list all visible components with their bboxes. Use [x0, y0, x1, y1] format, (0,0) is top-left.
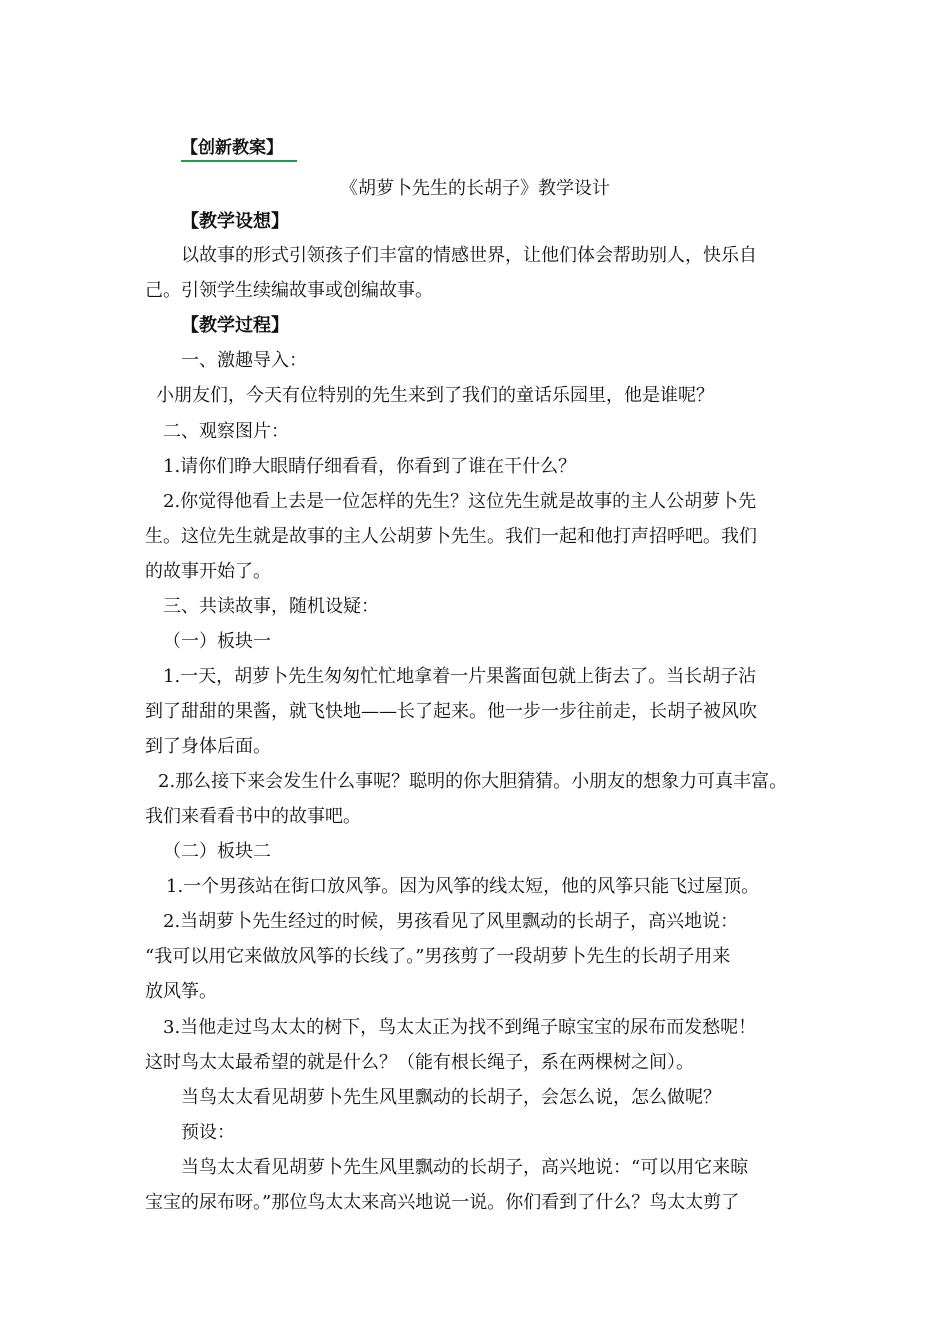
paragraph-line: 以故事的形式引领孩子们丰富的情感世界，让他们体会帮助别人，快乐自	[181, 245, 757, 266]
paragraph-line: 当鸟太太看见胡萝卜先生风里飘动的长胡子，会怎么说，怎么做呢？	[181, 1087, 721, 1108]
paragraph-line: “我可以用它来做放风筝的长线了。”男孩剪了一段胡萝卜先生的长胡子用来	[145, 946, 731, 967]
section-heading: 【教学设想】	[181, 211, 289, 232]
paragraph-line: 一、激趣导入：	[181, 350, 307, 371]
paragraph-line: 3.当他走过鸟太太的树下，鸟太太正为找不到绳子晾宝宝的尿布而发愁呢！	[163, 1017, 757, 1038]
paragraph-line: 到了甜甜的果酱，就飞快地——长了起来。他一步一步往前走，长胡子被风吹	[145, 701, 757, 722]
paragraph-line: 二、观察图片：	[163, 421, 289, 442]
paragraph-line: 当鸟太太看见胡萝卜先生风里飘动的长胡子，高兴地说：“可以用它来晾	[181, 1157, 749, 1178]
paragraph-line: 1.一天，胡萝卜先生匆匆忙忙地拿着一片果酱面包就上街去了。当长胡子沾	[163, 666, 757, 687]
document-title: 《胡萝卜先生的长胡子》教学设计	[340, 178, 610, 199]
paragraph-line: 放风筝。	[145, 981, 217, 1002]
paragraph-line: 1.请你们睁大眼睛仔细看看，你看到了谁在干什么？	[163, 456, 577, 477]
paragraph-line: 预设：	[181, 1122, 235, 1143]
paragraph-line: 宝宝的尿布呀。”那位鸟太太来高兴地说一说。你们看到了什么？鸟太太剪了	[145, 1192, 740, 1213]
paragraph-line: 到了身体后面。	[145, 736, 271, 757]
paragraph-line: 2.当胡萝卜先生经过的时候，男孩看见了风里飘动的长胡子，高兴地说：	[163, 911, 739, 932]
paragraph-line: 小朋友们，今天有位特别的先生来到了我们的童话乐园里，他是谁呢？	[156, 385, 714, 406]
paragraph-line: （一）板块一	[163, 631, 271, 652]
paragraph-line: 我们来看看书中的故事吧。	[145, 806, 361, 827]
tag-underline	[181, 160, 297, 162]
section-heading: 【教学过程】	[181, 315, 289, 336]
tag-label: 【创新教案】	[181, 138, 283, 158]
paragraph-line: 2.那么接下来会发生什么事呢？聪明的你大胆猜猜。小朋友的想象力可真丰富。	[158, 771, 788, 792]
paragraph-line: （二）板块二	[163, 841, 271, 862]
paragraph-line: 这时鸟太太最希望的就是什么？（能有根长绳子，系在两棵树之间）。	[145, 1052, 694, 1073]
paragraph-line: 1.一个男孩站在街口放风筝。因为风筝的线太短，他的风筝只能飞过屋顶。	[166, 876, 760, 897]
paragraph-line: 生。这位先生就是故事的主人公胡萝卜先生。我们一起和他打声招呼吧。我们	[145, 526, 757, 547]
paragraph-line: 己。引领学生续编故事或创编故事。	[145, 280, 433, 301]
paragraph-line: 三、共读故事，随机设疑：	[163, 596, 379, 617]
paragraph-line: 的故事开始了。	[145, 561, 271, 582]
paragraph-line: 2.你觉得他看上去是一位怎样的先生？这位先生就是故事的主人公胡萝卜先	[163, 491, 757, 512]
